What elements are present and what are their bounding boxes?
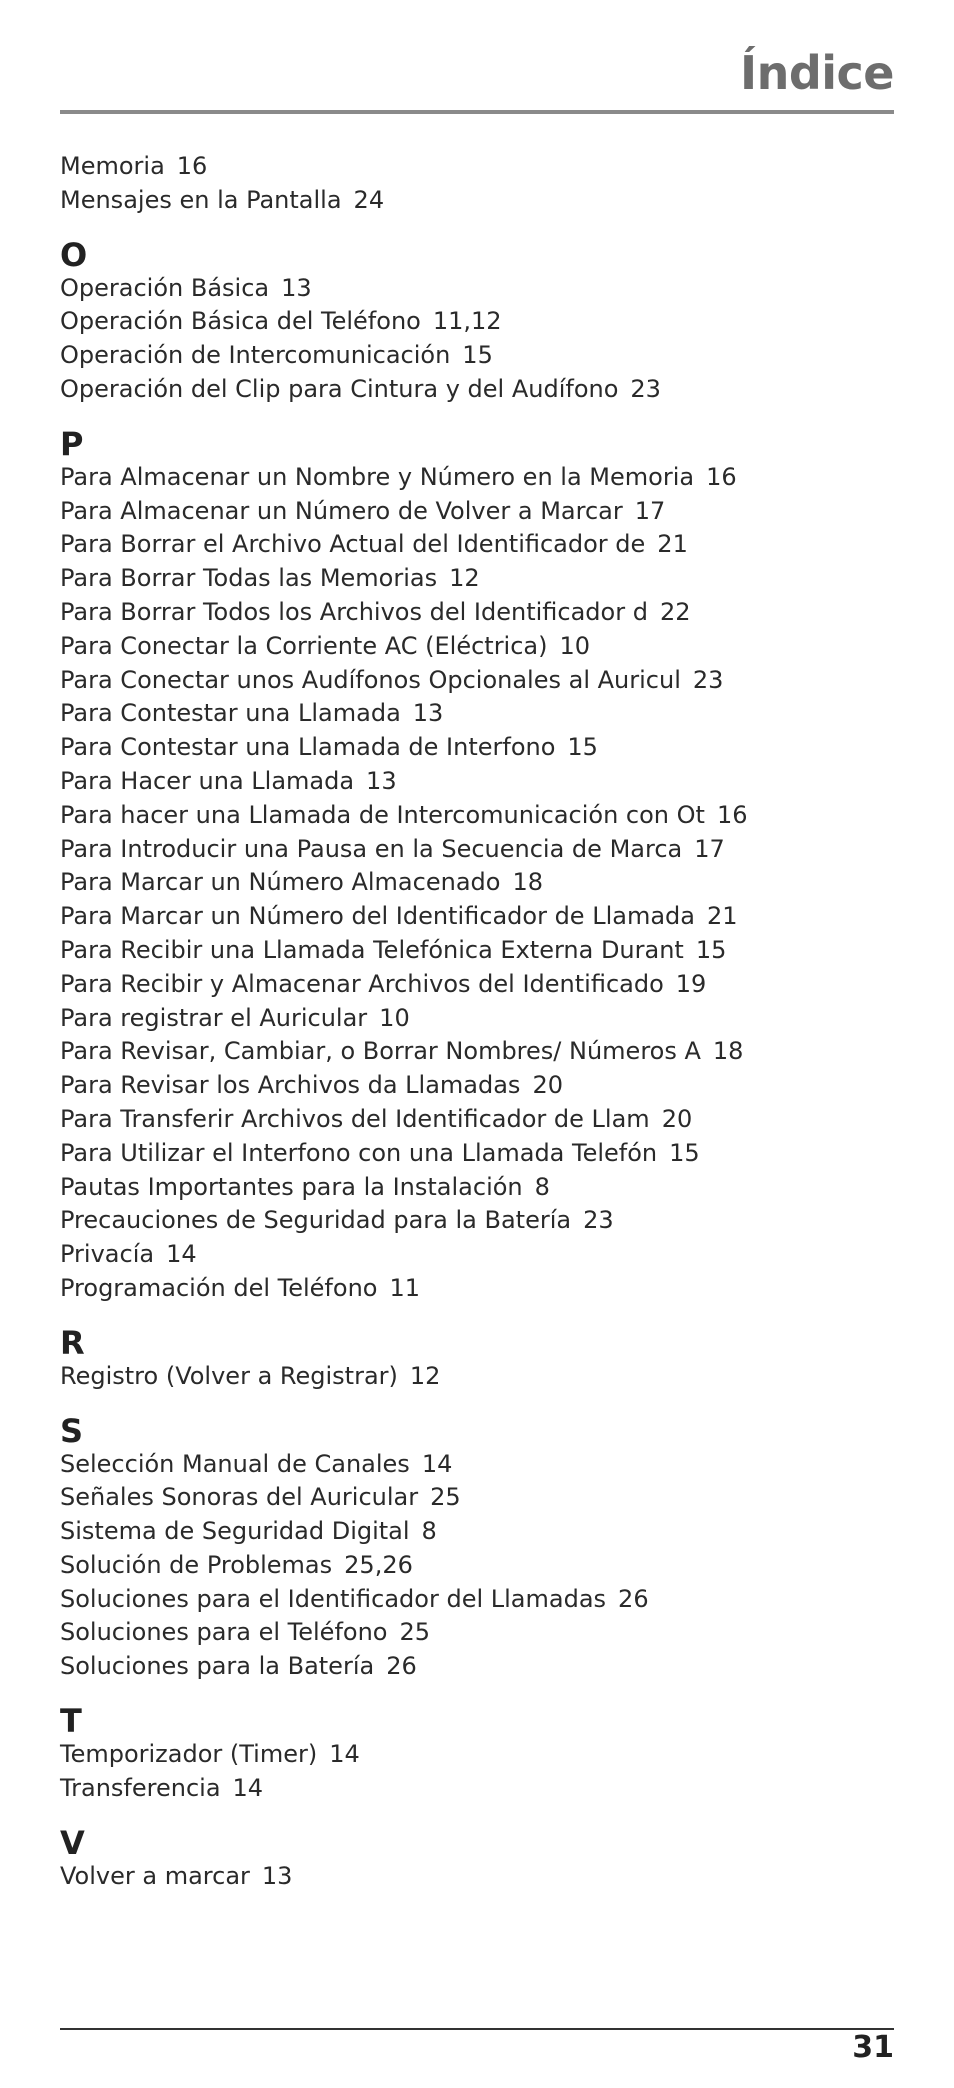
index-entry bbox=[60, 1448, 894, 1482]
entry-page-ref: 13 bbox=[281, 273, 312, 302]
index-entry bbox=[60, 461, 894, 495]
index-entry bbox=[60, 866, 894, 900]
entry-page-ref: 8 bbox=[534, 1172, 550, 1201]
entry-text: Para Almacenar un Número de Volver a Marcar bbox=[60, 496, 623, 525]
entry-text: Soluciones para la Batería bbox=[60, 1652, 375, 1681]
entry-text: Para Almacenar un Nombre y Número en la Memoria bbox=[60, 462, 695, 491]
header-divider bbox=[60, 110, 894, 114]
index-section bbox=[60, 150, 894, 218]
index-entry bbox=[60, 1204, 894, 1238]
index-section bbox=[60, 235, 894, 407]
entry-text: Para registrar el Auricular bbox=[60, 1003, 368, 1032]
index-entry bbox=[60, 968, 894, 1002]
index-entry bbox=[60, 305, 894, 339]
entry-text: Para Introducir una Pausa en la Secuencia de Marca bbox=[60, 834, 683, 863]
index-entry bbox=[60, 373, 894, 407]
page-title: Índice bbox=[739, 46, 894, 100]
index-entry bbox=[60, 562, 894, 596]
index-entry bbox=[60, 1481, 894, 1515]
index-entry bbox=[60, 528, 894, 562]
entry-text: Privacía bbox=[60, 1240, 155, 1269]
entry-page-ref: 18 bbox=[512, 868, 543, 897]
footer-divider bbox=[60, 2028, 894, 2030]
entry-page-ref: 16 bbox=[716, 800, 748, 829]
entry-page-ref: 17 bbox=[634, 496, 666, 525]
entry-text: Para Utilizar el Interfono con una Llamada Telefón bbox=[60, 1138, 658, 1167]
entry-page-ref: 16 bbox=[706, 462, 737, 491]
entry-page-ref: 14 bbox=[329, 1740, 360, 1769]
entry-page-ref: 26 bbox=[386, 1652, 417, 1681]
index-section bbox=[60, 1823, 894, 1894]
entry-page-ref: 14 bbox=[166, 1240, 197, 1269]
entry-text: Mensajes en la Pantalla bbox=[60, 185, 342, 214]
entry-text: Operación del Clip para Cintura y del Audífono bbox=[60, 374, 619, 403]
entry-page-ref: 14 bbox=[421, 1449, 453, 1478]
entry-text: Para Recibir una Llamada Telefónica Externa Durant bbox=[60, 935, 684, 964]
index-entry bbox=[60, 272, 894, 306]
section-letter: T bbox=[60, 1702, 82, 1741]
entry-page-ref: 25,26 bbox=[344, 1550, 413, 1579]
entry-page-ref: 11,12 bbox=[432, 307, 502, 336]
entry-text: Para Conectar unos Audífonos Opcionales al Auricul bbox=[60, 665, 681, 694]
entry-text: Soluciones para el Identificador del Llamadas bbox=[60, 1584, 607, 1613]
entry-text: Para Recibir y Almacenar Archivos del Identificado bbox=[60, 969, 664, 998]
index-entry bbox=[60, 1002, 894, 1036]
entry-text: Selección Manual de Canales bbox=[60, 1449, 410, 1478]
index-entry bbox=[60, 1103, 894, 1137]
entry-text: Volver a marcar bbox=[60, 1861, 250, 1890]
entry-text: Para Contestar una Llamada bbox=[60, 699, 401, 728]
index-entry bbox=[60, 731, 894, 765]
entry-text: Para Marcar un Número Almacenado bbox=[60, 868, 501, 897]
entry-page-ref: 13 bbox=[261, 1861, 293, 1890]
section-letter: P bbox=[60, 424, 84, 463]
entry-page-ref: 12 bbox=[449, 564, 480, 593]
entry-text: Soluciones para el Teléfono bbox=[60, 1618, 388, 1647]
section-letter: V bbox=[60, 1823, 85, 1862]
entry-page-ref: 18 bbox=[712, 1037, 744, 1066]
index-section bbox=[60, 424, 894, 1306]
entry-text: Operación de Intercomunicación bbox=[60, 341, 451, 370]
entry-page-ref: 17 bbox=[694, 834, 725, 863]
entry-page-ref: 15 bbox=[669, 1138, 700, 1167]
entry-text: Temporizador (Timer) bbox=[60, 1740, 318, 1769]
entry-page-ref: 14 bbox=[232, 1773, 264, 1802]
index-entry bbox=[60, 1583, 894, 1617]
entry-text: Operación Básica bbox=[60, 273, 270, 302]
entry-text: Programación del Teléfono bbox=[60, 1273, 378, 1302]
entry-page-ref: 24 bbox=[353, 185, 385, 214]
index-entry bbox=[60, 1650, 894, 1684]
index-entry bbox=[60, 934, 894, 968]
entry-text: Para Borrar Todos los Archivos del Identificador d bbox=[60, 597, 648, 626]
entry-page-ref: 16 bbox=[176, 152, 208, 180]
entry-page-ref: 10 bbox=[379, 1003, 410, 1032]
entry-page-ref: 26 bbox=[618, 1584, 649, 1613]
entry-text: Señales Sonoras del Auricular bbox=[60, 1483, 419, 1512]
entry-page-ref: 8 bbox=[421, 1517, 437, 1546]
index-section bbox=[60, 1323, 894, 1394]
entry-page-ref: 25 bbox=[430, 1483, 461, 1512]
index-entry bbox=[60, 1171, 894, 1205]
index-section bbox=[60, 1411, 894, 1685]
section-letter: O bbox=[60, 235, 88, 274]
entry-text: Solución de Problemas bbox=[60, 1550, 333, 1579]
entry-text: Operación Básica del Teléfono bbox=[60, 307, 421, 336]
index-entry bbox=[60, 833, 894, 867]
page-number: 31 bbox=[852, 2030, 894, 2065]
index-entry bbox=[60, 1035, 894, 1069]
index-entry bbox=[60, 1860, 894, 1894]
entry-text: Registro (Volver a Registrar) bbox=[60, 1361, 398, 1390]
index-entry bbox=[60, 1137, 894, 1171]
index-entry bbox=[60, 1272, 894, 1306]
index-list bbox=[60, 150, 894, 1893]
index-entry bbox=[60, 799, 894, 833]
index-entry bbox=[60, 150, 894, 184]
entry-text: Para Borrar Todas las Memorias bbox=[60, 564, 438, 593]
entry-page-ref: 20 bbox=[661, 1104, 693, 1133]
index-entry bbox=[60, 339, 894, 373]
entry-text: Sistema de Seguridad Digital bbox=[60, 1517, 410, 1546]
entry-page-ref: 11 bbox=[389, 1273, 421, 1302]
section-letter: S bbox=[60, 1411, 84, 1450]
entry-page-ref: 23 bbox=[692, 665, 724, 694]
index-section bbox=[60, 1704, 894, 1806]
entry-page-ref: 20 bbox=[532, 1071, 563, 1100]
entry-text: Para Hacer una Llamada bbox=[60, 766, 355, 795]
index-entry bbox=[60, 1238, 894, 1272]
entry-text: Memoria bbox=[60, 152, 165, 180]
index-entry bbox=[60, 1360, 894, 1394]
entry-text: Para Transferir Archivos del Identificador de Llam bbox=[60, 1104, 650, 1133]
entry-page-ref: 23 bbox=[630, 374, 661, 403]
entry-text: Para Borrar el Archivo Actual del Identificador de bbox=[60, 530, 646, 559]
entry-page-ref: 13 bbox=[366, 766, 397, 795]
entry-page-ref: 23 bbox=[583, 1206, 614, 1235]
entry-page-ref: 21 bbox=[706, 902, 738, 931]
entry-text: Transferencia bbox=[60, 1773, 221, 1802]
index-entry bbox=[60, 1772, 894, 1806]
index-entry bbox=[60, 697, 894, 731]
entry-page-ref: 19 bbox=[675, 969, 707, 998]
entry-text: Para Revisar, Cambiar, o Borrar Nombres/ Números A bbox=[60, 1037, 701, 1066]
index-entry bbox=[60, 495, 894, 529]
index-entry bbox=[60, 1069, 894, 1103]
entry-page-ref: 21 bbox=[657, 530, 688, 559]
entry-text: Para Revisar los Archivos da Llamadas bbox=[60, 1071, 521, 1100]
entry-page-ref: 13 bbox=[412, 699, 444, 728]
entry-page-ref: 12 bbox=[409, 1361, 441, 1390]
index-entry bbox=[60, 1549, 894, 1583]
entry-text: Precauciones de Seguridad para la Batería bbox=[60, 1206, 572, 1235]
index-entry bbox=[60, 1738, 894, 1772]
entry-page-ref: 22 bbox=[659, 597, 691, 626]
index-entry bbox=[60, 765, 894, 799]
index-entry bbox=[60, 900, 894, 934]
index-entry bbox=[60, 1515, 894, 1549]
entry-text: Para Marcar un Número del Identificador de Llamada bbox=[60, 902, 695, 931]
entry-text: Pautas Importantes para la Instalación bbox=[60, 1172, 523, 1201]
index-entry bbox=[60, 630, 894, 664]
entry-page-ref: 25 bbox=[399, 1618, 431, 1647]
index-entry bbox=[60, 596, 894, 630]
entry-text: Para Conectar la Corriente AC (Eléctrica) bbox=[60, 631, 548, 660]
entry-page-ref: 15 bbox=[695, 935, 727, 964]
entry-text: Para Contestar una Llamada de Interfono bbox=[60, 733, 556, 762]
entry-page-ref: 10 bbox=[559, 631, 591, 660]
index-entry bbox=[60, 664, 894, 698]
index-entry bbox=[60, 184, 894, 218]
index-entry bbox=[60, 1616, 894, 1650]
entry-page-ref: 15 bbox=[462, 341, 493, 370]
section-letter: R bbox=[60, 1323, 85, 1362]
entry-text: Para hacer una Llamada de Intercomunicación con Ot bbox=[60, 800, 705, 829]
entry-page-ref: 15 bbox=[567, 733, 598, 762]
